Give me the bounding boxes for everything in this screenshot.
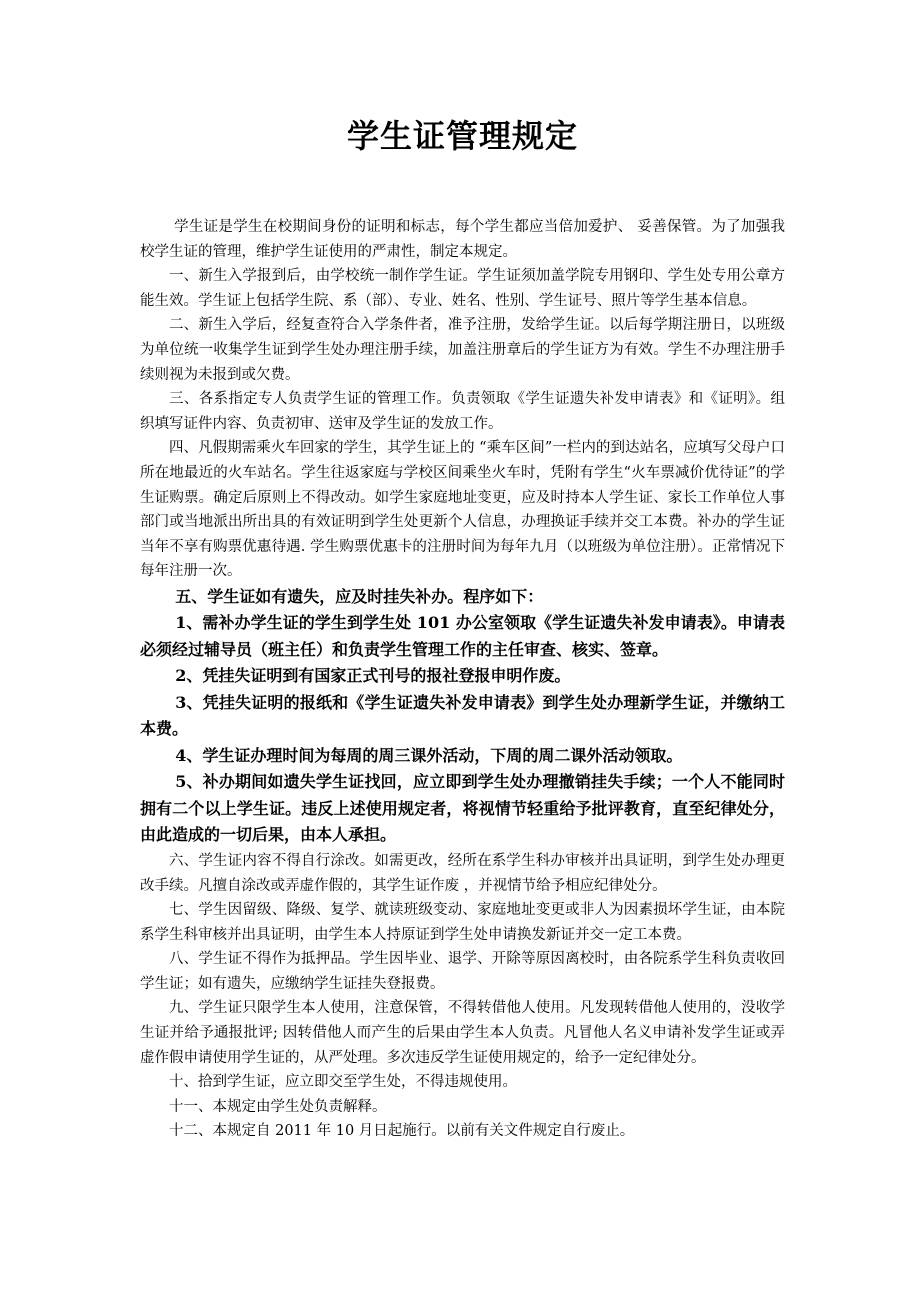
- intro-paragraph: 学生证是学生在校期间身份的证明和标志，每个学生都应当倍加爱护、 妥善保管。为了加强我校学生证的管理，维护学生证使用的严肃性，制定本规定。: [140, 219, 785, 260]
- article-10: 十、拾到学生证，应立即交至学生处，不得违规使用。: [169, 1074, 517, 1091]
- lost-step-2: 2、凭挂失证明到有国家正式刊号的报社登报申明作废。: [175, 666, 571, 686]
- document-page: [140, 112, 785, 1144]
- article-12: 十二、本规定自 2011 年 10 月日起施行。以前有关文件规定自行废止。: [169, 1123, 635, 1140]
- article-3: 三、各系指定专人负责学生证的管理工作。负责领取《学生证遗失补发申请表》和《证明》。组织填写证件内容、负责初审、送审及学生证的发放工作。: [140, 391, 785, 432]
- lost-step-1: 1、需补办学生证的学生到学生处 101 办公室领取《学生证遗失补发申请表》。申请表必须经过辅导员（班主任）和负责学生管理工作的主任审查、核实、签章。: [140, 613, 785, 659]
- lost-step-3: 3、凭挂失证明的报纸和《学生证遗失补发申请表》到学生处办理新学生证，并缴纳工本费。: [140, 692, 785, 739]
- article-6: 六、学生证内容不得自行涂改。如需更改，经所在系学生科办审核并出具证明，到学生处办理更改手续。凡擅自涂改或弄虚作假的，其学生证作废 ，并视情节给予相应纪律处分。: [140, 852, 785, 894]
- article-7: 七、学生因留级、降级、复学、就读班级变动、家庭地址变更或非人为因素损坏学生证，由本院系学生科审核并出具证明，由学生本人持原证到学生处申请换发新证并交一定工本费。: [140, 902, 785, 943]
- document-title: 学生证管理规定: [346, 117, 578, 155]
- article-11: 十一、本规定由学生处负责解释。: [169, 1098, 387, 1115]
- article-2: 二、新生入学后，经复查符合入学条件者，准予注册，发给学生证。以后每学期注册日，以班级为单位统一收集学生证到学生处办理注册手续，加盖注册章后的学生证方为有效。学生不办理注册手续则视为未报到或欠费。: [140, 317, 785, 383]
- article-4: 四、凡假期需乘火车回家的学生，其学生证上的 “乘车区间”一栏内的到达站名，应填写父母户口所在地最近的火车站名。学生往返家庭与学校区间乘坐火车时，凭附有学生“火车票减价优待证”的学生证购票。确定后原则上不得改动。如学生家庭地址变更，应及时持本人学生证、家长工作单位人事部门或当地派出所出具的有效证明到学生处更新个人信息，办理换证手续并交工本费。补办的学生证当年不享有购票优惠待遇. 学生购票优惠卡的注册时间为每年九月（以班级为单位注册）。正常情况下每年注册一次。: [140, 440, 785, 580]
- lost-step-4: 4、学生证办理时间为每周的周三课外活动，下周的周二课外活动领取。: [175, 745, 683, 765]
- lost-step-5: 5、补办期间如遗失学生证找回，应立即到学生处办理撤销挂失手续；一个人不能同时拥有二个以上学生证。违反上述使用规定者，将视情节轻重给予批评教育，直至纪律处分，由此造成的一切后果，由本人承担。: [140, 772, 785, 845]
- article-1: 一、新生入学报到后，由学校统一制作学生证。学生证须加盖学院专用钢印、学生处专用公章方能生效。学生证上包括学生院、系（部）、专业、姓名、性别、学生证号、照片等学生基本信息。: [140, 268, 785, 309]
- article-8: 八、学生证不得作为抵押品。学生因毕业、退学、开除等原因离校时，由各院系学生科负责收回学生证；如有遗失，应缴纳学生证挂失登报费。: [140, 951, 785, 992]
- article-9: 九、学生证只限学生本人使用，注意保管，不得转借他人使用。凡发现转借他人使用的，没收学生证并给予通报批评; 因转借他人而产生的后果由学生本人负责。凡冒他人名义申请补发学生证或弄虚作假申请使用学生证的，从严处理。多次违反学生证使用规定的，给予一定纪律处分。: [140, 1000, 785, 1066]
- article-5-heading: 五、学生证如有遗失，应及时挂失补办。程序如下：: [175, 586, 544, 606]
